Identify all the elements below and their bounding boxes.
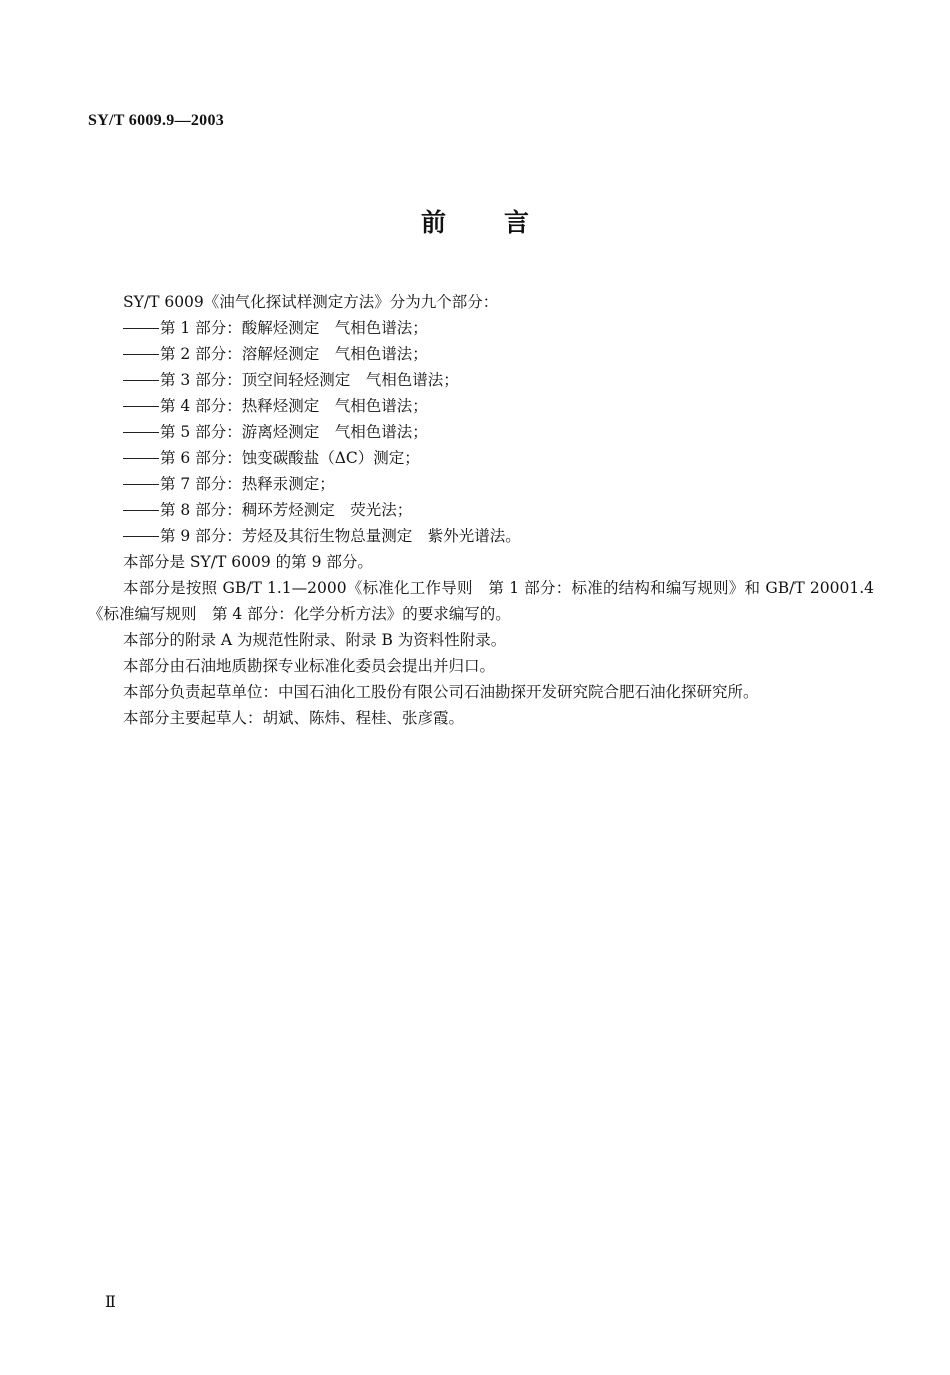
list-item [88,497,874,523]
foreword-body [88,289,874,731]
em-dash-mark [123,432,159,433]
list-item [88,315,874,341]
em-dash-mark [123,510,159,511]
parts-list [88,315,874,549]
standard-code: SY/T 6009.9—2003 [88,112,225,129]
list-item [88,445,874,471]
em-dash-mark [123,484,159,485]
em-dash-mark [123,406,159,407]
list-item-text: 第 6 部分：蚀变碳酸盐（ΔC）测定； [160,449,420,467]
list-item [88,393,874,419]
list-item-text: 第 5 部分：游离烃测定 气相色谱法； [160,423,428,441]
page-title [0,203,950,239]
list-item-text: 第 3 部分：顶空间轻烃测定 气相色谱法； [160,371,459,389]
em-dash-mark [123,380,159,381]
em-dash-mark [123,354,159,355]
list-item-text: 第 7 部分：热释汞测定； [160,475,335,493]
drafting-rules-paragraph: 本部分是按照 GB/T 1.1—2000《标准化工作导则 第 1 部分：标准的结构和编写规则》和 GB/T 20001.4《标准编写规则 第 4 部分：化学分析方法》的要求编写的。 [88,579,874,623]
drafters-paragraph: 本部分主要起草人：胡斌、陈炜、程桂、张彦霞。 [123,709,465,727]
list-item [88,523,874,549]
list-item-text: 第 9 部分：芳烃及其衍生物总量测定 紫外光谱法。 [160,527,521,545]
list-item-text: 第 2 部分：溶解烃测定 气相色谱法； [160,345,428,363]
page-number: Ⅱ [105,1294,116,1311]
part-statement-paragraph: 本部分是 SY/T 6009 的第 9 部分。 [123,553,373,571]
title-char-2: 言 [504,208,530,237]
proposer-paragraph: 本部分由石油地质勘探专业标准化委员会提出并归口。 [123,657,496,675]
title-char-1: 前 [420,208,446,237]
list-item [88,419,874,445]
em-dash-mark [123,536,159,537]
list-item-text: 第 4 部分：热释烃测定 气相色谱法； [160,397,428,415]
em-dash-mark [123,458,159,459]
list-item [88,367,874,393]
annex-paragraph: 本部分的附录 A 为规范性附录、附录 B 为资料性附录。 [123,631,507,649]
drafting-unit-paragraph: 本部分负责起草单位：中国石油化工股份有限公司石油勘探开发研究院合肥石油化探研究所。 [123,683,759,701]
list-item [88,341,874,367]
em-dash-mark [123,328,159,329]
intro-paragraph: SY/T 6009《油气化探试样测定方法》分为九个部分： [123,293,499,311]
list-item-text: 第 1 部分：酸解烃测定 气相色谱法； [160,319,428,337]
list-item [88,471,874,497]
list-item-text: 第 8 部分：稠环芳烃测定 荧光法； [160,501,413,519]
